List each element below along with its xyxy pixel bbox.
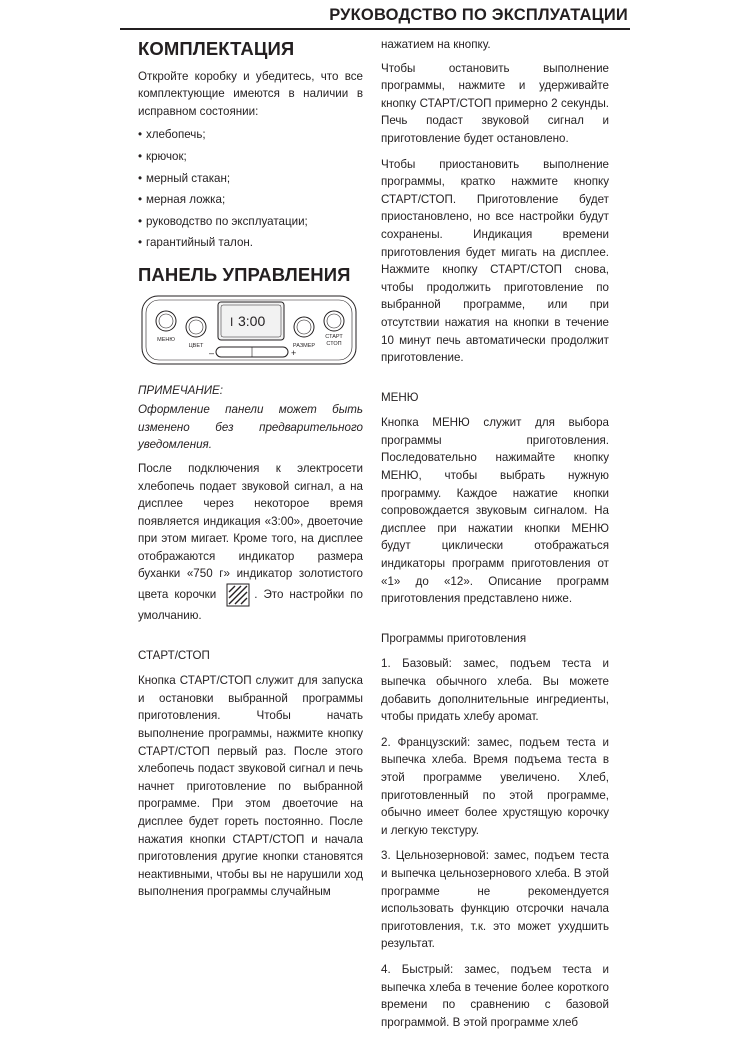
list-item: • мерный стакан;	[138, 171, 231, 185]
list-item: • руководство по эксплуатации;	[138, 214, 308, 228]
pause-paragraph: Чтобы приостановить выполнение программы, кратко нажмите кнопку СТАРТ/СТОП. Приготовление будет приостановлено, но все настройки будут сохранены. Индикация времени приготовления будет мигать на дисплее. Нажмите кнопку СТАРТ/СТОП снова, чтобы продолжить приготовление по выбранной программе, или при отсутствии нажатия на кнопки в течение 10 минут печь автоматически продолжит приготовление.	[381, 157, 609, 365]
list-item: • мерная ложка;	[138, 193, 226, 207]
list-item: • крючок;	[138, 149, 187, 163]
left-column	[138, 36, 363, 909]
start-stop-button[interactable]	[324, 311, 344, 347]
svg-text:МЕНЮ: МЕНЮ	[157, 336, 175, 343]
start-stop-continuation: нажатием на кнопку.	[381, 38, 491, 51]
note-text: Оформление панели может быть изменено без предварительного уведомления.	[138, 403, 363, 452]
menu-paragraph: Кнопка МЕНЮ служит для выбора программы приготовления. Последовательно нажимайте кнопку МЕНЮ, чтобы выбрать нужную программу. Каждое нажатие кнопки сопровождается звуковым сигналом. На дисплее при нажатии кнопки МЕНЮ будут циклически отображаться индикаторы программ приготовления от «1» до «12». Описание программ приготовления представлено ниже.	[381, 416, 609, 606]
svg-text:СТОП: СТОП	[326, 340, 342, 347]
menu-heading: МЕНЮ	[381, 390, 419, 404]
program-item: 2. Французский: замес, подъем теста и выпечка хлеба. Время подъема теста в этой программе увеличено. Хлеб, приготовленный по этой программе, обычно имеет более хрустящую корочку и легкую текстуру.	[381, 735, 609, 837]
kit-list	[138, 126, 363, 252]
start-stop-heading: СТАРТ/СТОП	[138, 648, 210, 662]
control-panel-heading: ПАНЕЛЬ УПРАВЛЕНИЯ	[138, 263, 351, 285]
svg-text:СТАРТ: СТАРТ	[325, 333, 343, 340]
minus-plus-rocker[interactable]	[209, 347, 296, 358]
program-item: 3. Цельнозерновой: замес, подъем теста и выпечка цельнозернового хлеба. В этой программе не рекомендуется использовать функцию отсрочки начала приготовления, т.к. это может ухудшить результат.	[381, 849, 609, 951]
svg-text:РАЗМЕР: РАЗМЕР	[292, 342, 316, 349]
control-panel-illustration	[138, 294, 363, 374]
program-item: 1. Базовый: замес, подъем теста и выпечка обычного хлеба. Вы можете добавить дополнительные ингредиенты, чтобы придать хлебу аромат.	[381, 657, 609, 724]
kit-intro: Откройте коробку и убедитесь, что все комплектующие имеются в наличии в исправном состоянии:	[138, 69, 363, 118]
list-item: • хлебопечь;	[138, 128, 206, 142]
stop-paragraph: Чтобы остановить выполнение программы, нажмите и удерживайте кнопку СТАРТ/СТОП примерно 2 секунды. Печь подаст звуковой сигнал и приготовление будет остановлено.	[381, 61, 609, 145]
menu-button[interactable]	[156, 311, 176, 343]
right-column	[381, 36, 609, 1039]
size-button[interactable]	[293, 317, 315, 349]
header-rule	[120, 28, 630, 30]
page-header-title: РУКОВОДСТВО ПО ЭКСПЛУАТАЦИИ	[329, 6, 628, 24]
startup-paragraph: После подключения к электросети хлебопечь подает звуковой сигнал, а на дисплее через некоторое время появляется индикация «3:00», двоеточие при этом мигает. Кроме того, на дисплее отображаются индикатор размера буханки «750 г» индикатор золотистого цвета корочки . Это настройки по умолчанию.	[138, 461, 363, 623]
plus-label: +	[291, 347, 297, 358]
programs-heading: Программы приготовления	[381, 631, 527, 645]
program-item: 4. Быстрый: замес, подъем теста и выпечка хлеба в течение более короткого времени по сравнению с базовой программой. В этой программе хлеб	[381, 962, 609, 1029]
color-button[interactable]	[186, 317, 206, 349]
display-indicator: I	[230, 314, 234, 329]
svg-text:ЦВЕТ: ЦВЕТ	[188, 342, 204, 349]
crust-color-icon	[226, 583, 250, 607]
minus-label: –	[209, 347, 215, 358]
control-panel-drawing	[138, 294, 363, 374]
kit-heading: КОМПЛЕКТАЦИЯ	[138, 38, 295, 59]
display-time: 3:00	[238, 312, 266, 329]
list-item: • гарантийный талон.	[138, 236, 254, 250]
start-stop-paragraph: Кнопка СТАРТ/СТОП служит для запуска и остановки выбранной программы приготовления. Чтобы начать выполнение программы, нажмите кнопку СТАРТ/СТОП первый раз. После этого хлебопечь подаст звуковой сигнал и печь начнет приготовление по выбранной программе. При этом двоеточие на дисплее будет гореть постоянно. После нажатия кнопки СТАРТ/СТОП и начала приготовления другие кнопки становятся неактивными, чтобы вы не нарушили ход выполнения программы случайным	[138, 674, 363, 899]
note-label: ПРИМЕЧАНИЕ:	[138, 383, 223, 397]
